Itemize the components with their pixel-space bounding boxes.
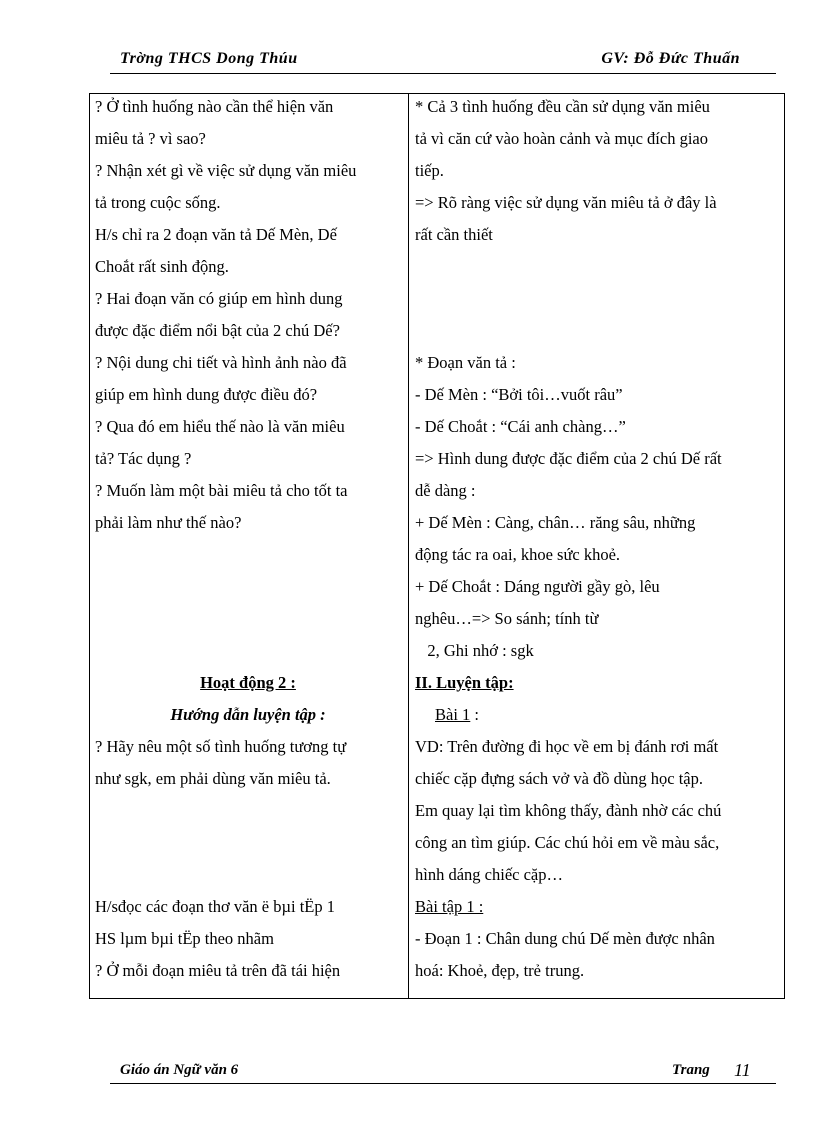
right-line-8: - Dế Choắt : “Cái anh chàng…” bbox=[415, 417, 626, 436]
right-line-21: - Đoạn 1 : Chân dung chú Dế mèn được nhân bbox=[415, 929, 715, 948]
right-line-14: nghêu…=> So sánh; tính từ bbox=[415, 609, 599, 628]
right-line-13: + Dế Choắt : Dáng người gầy gò, lêu bbox=[415, 577, 660, 596]
right-line-10: dễ dàng : bbox=[415, 481, 476, 500]
right-line-9: => Hình dung được đặc điểm của 2 chú Dế rất bbox=[415, 449, 722, 468]
right-line-15: 2, Ghi nhớ : sgk bbox=[415, 641, 534, 660]
left-line-9: ? Nội dung chi tiết và hình ảnh nào đã bbox=[95, 353, 347, 372]
right-line-19: công an tìm giúp. Các chú hỏi em về màu sắc, bbox=[415, 833, 720, 852]
right-line-7: - Dế Mèn : “Bởi tôi…vuốt râu” bbox=[415, 385, 623, 404]
left-line-18: HS lµm bµi tËp theo nhãm bbox=[95, 929, 274, 948]
right-line-5: rất cần thiết bbox=[415, 225, 493, 244]
left-line-3: ? Nhận xét gì về việc sử dụng văn miêu bbox=[95, 161, 357, 180]
right-line-11: + Dế Mèn : Càng, chân… răng sâu, những bbox=[415, 513, 696, 532]
left-line-6: Choắt rất sinh động. bbox=[95, 257, 229, 276]
right-line-1: * Cả 3 tình huống đều cần sử dụng văn miêu bbox=[415, 97, 710, 116]
header-rule bbox=[110, 73, 776, 74]
lesson-table bbox=[89, 93, 785, 999]
right-line-6: * Đoạn văn tả : bbox=[415, 353, 516, 372]
right-line-4: => Rõ ràng việc sử dụng văn miêu tả ở đây là bbox=[415, 193, 717, 212]
page-label: Trang bbox=[672, 1062, 710, 1078]
exercise-label: Bài 1 bbox=[435, 705, 471, 724]
right-line-18: Em quay lại tìm không thấy, đành nhờ các chú bbox=[415, 801, 722, 820]
right-line-2: tả vì căn cứ vào hoàn cảnh và mục đích giao bbox=[415, 129, 708, 148]
teacher-name: GV: Đỗ Đức Thuấn bbox=[601, 50, 740, 67]
left-line-1: ? Ở tình huống nào cần thể hiện văn bbox=[95, 97, 334, 116]
exercise-colon: : bbox=[470, 705, 480, 724]
exercise-heading bbox=[435, 704, 479, 726]
exercise-2-title: Bài tập 1 : bbox=[415, 897, 484, 916]
left-line-16: như sgk, em phải dùng văn miêu tả. bbox=[95, 769, 331, 788]
left-line-11: ? Qua đó em hiểu thế nào là văn miêu bbox=[95, 417, 345, 436]
left-line-15: ? Hãy nêu một số tình huống tương tự bbox=[95, 737, 347, 756]
right-line-16: VD: Trên đường đi học về em bị đánh rơi mất bbox=[415, 737, 719, 756]
activity-title: Hoạt động 2 : bbox=[200, 673, 296, 692]
left-line-12: tả? Tác dụng ? bbox=[95, 449, 192, 468]
right-line-12: động tác ra oai, khoe sức khoẻ. bbox=[415, 545, 621, 564]
right-line-22: hoá: Khoẻ, đẹp, trẻ trung. bbox=[415, 961, 585, 980]
left-line-13: ? Muốn làm một bài miêu tả cho tốt ta bbox=[95, 481, 348, 500]
left-line-19: ? Ở mỗi đoạn miêu tả trên đã tái hiện bbox=[95, 961, 341, 980]
left-line-8: được đặc điểm nổi bật của 2 chú Dế? bbox=[95, 321, 340, 340]
left-line-17: H/sđọc các đoạn thơ văn ë bµi tËp 1 bbox=[95, 897, 335, 916]
activity-subtitle: Hướng dẫn luyện tập : bbox=[170, 705, 326, 724]
left-line-2: miêu tả ? vì sao? bbox=[95, 129, 206, 148]
right-line-3: tiếp. bbox=[415, 161, 444, 180]
book-title: Giáo án Ngữ văn 6 bbox=[120, 1062, 239, 1078]
left-line-10: giúp em hình dung được điều đó? bbox=[95, 385, 318, 404]
column-divider bbox=[408, 94, 409, 998]
left-line-5: H/s chỉ ra 2 đoạn văn tả Dế Mèn, Dế bbox=[95, 225, 337, 244]
footer-rule bbox=[110, 1083, 776, 1084]
right-line-20: hình dáng chiếc cặp… bbox=[415, 865, 563, 884]
right-line-17: chiếc cặp đựng sách vở và đồ dùng học tập. bbox=[415, 769, 703, 788]
practice-title: II. Luyện tập: bbox=[415, 673, 514, 692]
school-name: Trờng THCS Dong Thúu bbox=[120, 50, 298, 67]
left-line-4: tả trong cuộc sống. bbox=[95, 193, 221, 212]
page-number: 11 bbox=[734, 1060, 751, 1080]
page-header bbox=[110, 50, 776, 74]
left-line-7: ? Hai đoạn văn có giúp em hình dung bbox=[95, 289, 343, 308]
left-line-14: phải làm như thế nào? bbox=[95, 513, 242, 532]
